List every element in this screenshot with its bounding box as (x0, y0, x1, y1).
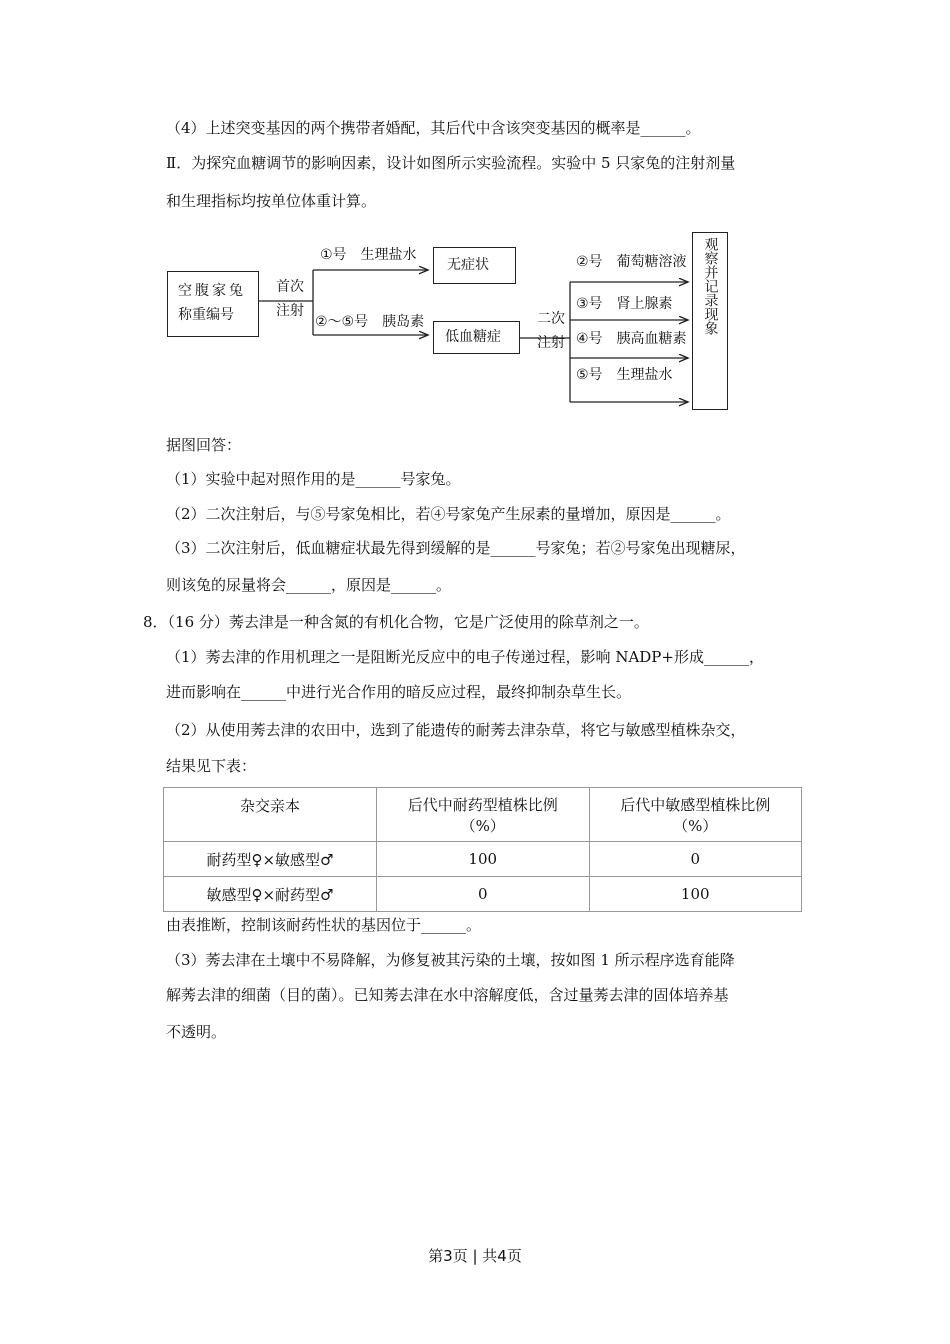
header-cell (164, 788, 377, 842)
first-injection-2: 注射 (276, 303, 304, 319)
table-cell: 0 (377, 877, 590, 912)
answer-3-cont: 则该兔的尿量将会______，原因是______。 (166, 576, 452, 594)
q8-part3-cont-2: 不透明。 (166, 1023, 227, 1041)
answer-1: （1）实验中起对照作用的是______号家兔。 (166, 470, 461, 488)
second-branch-3: ③号 肾上腺素 (576, 296, 673, 312)
observe-box: 观察并记录现象 (692, 232, 728, 410)
header-text: 后代中敏感型植株比例 (620, 795, 771, 814)
answer-2: （2）二次注射后，与⑤号家兔相比，若④号家兔产生尿素的量增加，原因是______。 (166, 505, 731, 523)
table-cell: 100 (377, 842, 590, 877)
table-header-row (164, 788, 802, 842)
table-cell: 0 (589, 842, 802, 877)
second-branch-2: ②号 葡萄糖溶液 (576, 254, 687, 270)
after-table-text: 由表推断，控制该耐药性状的基因位于______。 (166, 916, 482, 934)
branch-bottom-label: ②～⑤号 胰岛素 (315, 314, 425, 330)
q4-text: （4）上述突变基因的两个携带者婚配，其后代中含该突变基因的概率是______。 (166, 119, 701, 137)
header-text: 杂交亲本 (239, 797, 300, 815)
header-text: 后代中耐药型植株比例 (407, 795, 558, 814)
q8-part1-cont: 进而影响在______中进行光合作用的暗反应过程，最终抑制杂草生长。 (166, 683, 632, 701)
header-unit: （%） (460, 816, 505, 835)
start-box-line1: 空腹家兔 (178, 283, 246, 299)
table-cell: 100 (589, 877, 802, 912)
q8-part2-cont: 结果见下表： (166, 757, 257, 775)
second-injection-1: 二次 (537, 311, 565, 327)
page-footer: 第3页 | 共4页 (428, 1247, 522, 1265)
part-ii-text: Ⅱ．为探究血糖调节的影响因素，设计如图所示实验流程。实验中 5 只家兔的注射剂量 (166, 154, 736, 172)
q8-part3-cont: 解莠去津的细菌（目的菌）。已知莠去津在水中溶解度低，含过量莠去津的固体培养基 (166, 986, 729, 1004)
flowchart-lines (0, 0, 950, 430)
branch-top-label: ①号 生理盐水 (320, 247, 417, 263)
header-cell (589, 788, 802, 842)
ask-text: 据图回答： (166, 436, 242, 454)
q8-part1: （1）莠去津的作用机理之一是阻断光反应中的电子传递过程，影响 NADP+形成______， (166, 648, 764, 666)
second-branch-5: ⑤号 生理盐水 (576, 367, 673, 383)
table-cell: 耐药型♀×敏感型♂ (164, 842, 377, 877)
table-row (164, 842, 802, 877)
cross-results-table (163, 787, 802, 912)
start-box (167, 271, 259, 337)
table-cell: 敏感型♀×耐药型♂ (164, 877, 377, 912)
header-unit: （%） (673, 816, 718, 835)
answer-3: （3）二次注射后，低血糖症状最先得到缓解的是______号家兔；若②号家兔出现糖尿， (166, 539, 746, 557)
result-bottom-label: 低血糖症 (445, 329, 501, 345)
q8-part2: （2）从使用莠去津的农田中，选到了能遗传的耐莠去津杂草，将它与敏感型植株杂交， (166, 721, 746, 739)
second-branch-4: ④号 胰高血糖素 (576, 331, 687, 347)
first-injection-1: 首次 (276, 279, 304, 295)
start-box-line2: 称重编号 (178, 307, 234, 323)
q8-part3: （3）莠去津在土壤中不易降解，为修复被其污染的土壤，按如图 1 所示程序选育能降 (166, 951, 735, 969)
header-cell (377, 788, 590, 842)
part-ii-text-2: 和生理指标均按单位体重计算。 (166, 192, 377, 210)
second-injection-2: 注射 (537, 335, 565, 351)
question-8: 8．（16 分）莠去津是一种含氮的有机化合物，它是广泛使用的除草剂之一。 (143, 613, 649, 631)
result-top-label: 无症状 (447, 257, 489, 273)
table-row (164, 877, 802, 912)
